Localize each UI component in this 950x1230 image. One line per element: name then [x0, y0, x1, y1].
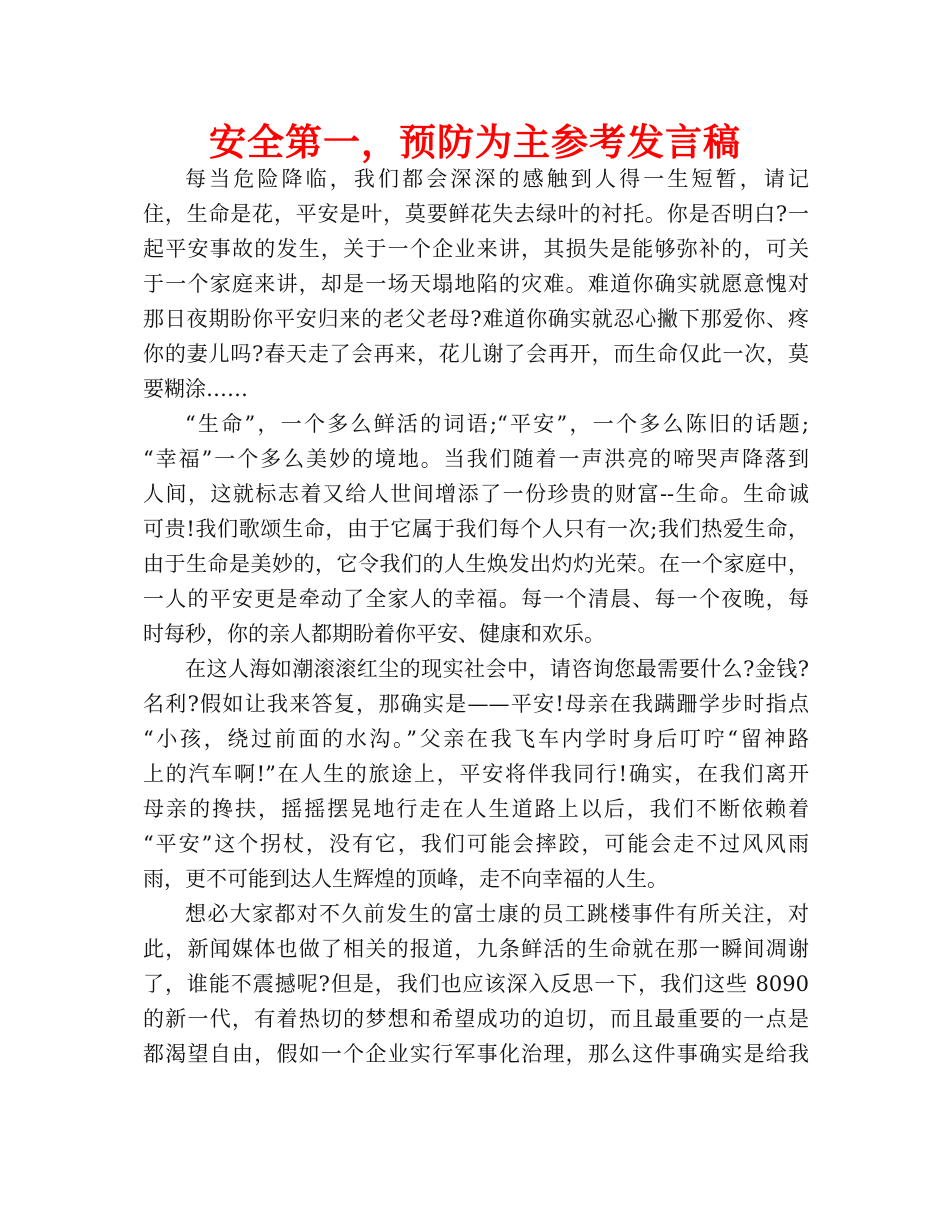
text-line: 都渴望自由，假如一个企业实行军事化治理，那么这件事确实是给我 [143, 1042, 809, 1066]
text-line: 的新一代，有着热切的梦想和希望成功的迫切，而且最重要的一点是 [143, 1007, 809, 1031]
text-line: 一人的平安更是牵动了全家人的幸福。每一个清晨、每一个夜晚，每 [143, 587, 809, 611]
text-line: 可贵!我们歌颂生命，由于它属于我们每个人只有一次;我们热爱生命， [143, 517, 809, 541]
text-line: 起平安事故的发生，关于一个企业来讲，其损失是能够弥补的，可关 [143, 237, 809, 261]
text-line: 那日夜期盼你平安归来的老父老母?难道你确实就忍心撇下那爱你、疼 [143, 307, 809, 331]
text-line: 母亲的搀扶，摇摇摆晃地行走在人生道路上以后，我们不断依赖着 [143, 797, 809, 821]
text-line: 时每秒，你的亲人都期盼着你平安、健康和欢乐。 [143, 622, 605, 646]
text-line: “幸福”一个多么美妙的境地。当我们随着一声洪亮的啼哭声降落到 [143, 447, 809, 471]
text-line: 名利?假如让我来答复，那确实是——平安!母亲在我蹒跚学步时指点 [143, 692, 809, 716]
paragraph-4 [143, 897, 809, 1072]
document-title: 安全第一，预防为主参考发言稿 [209, 121, 741, 164]
text-line: 由于生命是美妙的，它令我们的人生焕发出灼灼光荣。在一个家庭中， [143, 552, 809, 576]
text-line: “小孩，绕过前面的水沟。”父亲在我飞车内学时身后叮咛“留神路 [143, 727, 809, 751]
text-line: 想必大家都对不久前发生的富士康的员工跳楼事件有所关注，对 [185, 902, 809, 926]
document-body [143, 162, 809, 1072]
text-line: 雨，更不可能到达人生辉煌的顶峰，走不向幸福的人生。 [143, 867, 668, 891]
text-line: “平安”这个拐杖，没有它，我们可能会摔跤，可能会走不过风风雨 [143, 832, 809, 856]
text-line: 住，生命是花，平安是叶，莫要鲜花失去绿叶的衬托。你是否明白?一 [143, 202, 809, 226]
text-line: 了，谁能不震撼呢?但是，我们也应该深入反思一下，我们这些 8090 [143, 972, 809, 996]
text-line: “生命”，一个多么鲜活的词语;“平安”，一个多么陈旧的话题; [185, 412, 809, 436]
text-line: 于一个家庭来讲，却是一场天塌地陷的灾难。难道你确实就愿意愧对 [143, 272, 809, 296]
paragraph-3 [143, 652, 809, 897]
paragraph-1 [143, 162, 809, 407]
text-line: 你的妻儿吗?春天走了会再来，花儿谢了会再开，而生命仅此一次，莫 [143, 342, 809, 366]
text-line: 要糊涂…… [143, 377, 248, 401]
paragraph-2 [143, 407, 809, 652]
text-line: 上的汽车啊!”在人生的旅途上，平安将伴我同行!确实，在我们离开 [143, 762, 809, 786]
text-line: 在这人海如潮滚滚红尘的现实社会中，请咨询您最需要什么?金钱? [185, 657, 809, 681]
text-line: 此，新闻媒体也做了相关的报道，九条鲜活的生命就在那一瞬间凋谢 [143, 937, 809, 961]
text-line: 每当危险降临，我们都会深深的感触到人得一生短暂，请记 [185, 167, 809, 191]
text-line: 人间，这就标志着又给人世间增添了一份珍贵的财富--生命。生命诚 [143, 482, 809, 506]
